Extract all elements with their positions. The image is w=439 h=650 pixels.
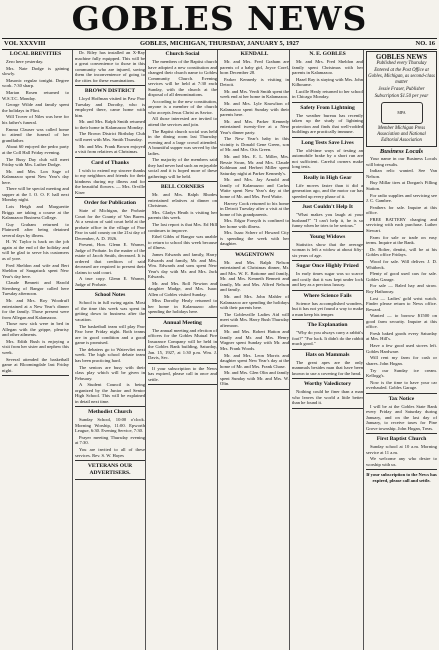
article-paragraph: Emma Clauser was called home to attend the funeral of her grandfather. (2, 126, 69, 143)
article-paragraph: Hazel Ray is staying with Mrs. John Kilbourne. (292, 76, 363, 88)
article-paragraph: Mr. and Mrs. Verdi Smith spent the week end at her home in Kalamazoo. (220, 88, 289, 100)
article-paragraph: Mr. and Mrs. Parker Kennedy entertained twenty-five at a New Year's dinner party. (220, 118, 289, 135)
section-heading: Annual Meeting (163, 319, 202, 326)
article-paragraph: Several attended the basketball game at Bloomingdale last Friday night. (2, 356, 69, 373)
article-paragraph: Mr. and Mrs. Fred Sheldon and family spent Christmas with her parents in Kalamazoo. (292, 59, 363, 75)
article-paragraph: Mrs. Gladys Heath is visiting her parents this week. (148, 209, 217, 221)
section-heading: VETERANS OUR ADVERTISERS. (87, 463, 133, 477)
publisher-box-title: GOBLES NEWS (375, 53, 428, 61)
article-paragraph: Guy Graham returned to Plainwell after being detained several days by illness. (2, 221, 69, 238)
section-divider (292, 349, 363, 350)
article-paragraph: Lloyd Hoffman visited in Paw Paw Tuesday and Dorothy, who is employed there, came home with him. (75, 96, 145, 118)
section-heading: Young Widows (309, 233, 346, 240)
section-heading: Card of Thanks (91, 159, 129, 166)
article-paragraph: State of Michigan, the Probate Court for the County of Van Buren. At a session of said court held at the probate office in the village of Paw Paw in said county on the 21st day of December, A. D. 1926. (75, 208, 145, 241)
article-paragraph: Dr. Riley has installed an X-Ray machine fully equipped. This will be a great convenience to those in this community who are injured, saving them the inconvenience of going to the cities for these examinations. (75, 50, 145, 83)
business-local-item: Have a few good used stoves left. Gobles Hardware. (366, 343, 437, 354)
section-divider (75, 460, 145, 461)
article-paragraph: A Student Council is being organized by the Junior and Senior High School. This will be explained in detail next time. (75, 382, 145, 404)
article-paragraph: School is in full swing again. Most of the time this week was spent in getting down to business after the vacation. (75, 300, 145, 322)
publisher-line: Jessie Fraser, Publisher (378, 87, 425, 92)
article-paragraph: Marian Rosen returned to W.S.T.C. Monday. (2, 90, 69, 101)
church-paragraph: Sunday school at 10 a.m. Morning service at 11 a.m. (366, 444, 437, 455)
article-paragraph: Mr. and Mrs. Frank Brown enjoyed a visit from relatives at Christmas. (75, 143, 145, 155)
article-paragraph: About 60 enjoyed the pedro party at the Coll Hall Friday evening. (2, 144, 69, 155)
article-paragraph: Those now sick were in bed in Allegan with the grippe, pleurisy and other ailments. (2, 321, 69, 338)
section-divider (148, 363, 217, 364)
volume-label: VOL XXXVIII (4, 40, 46, 47)
column-4 (217, 50, 289, 650)
dateline (2, 38, 437, 50)
article-paragraph: Will Trover of Niles was here for his father's funeral. (2, 114, 69, 125)
column-3 (145, 50, 217, 650)
article-paragraph: Lois Heigh and Marguerite Briggs are taking a course at the Kalamazoo Business College. (2, 204, 69, 221)
article-paragraph: A true copy. Glenn E. Warner, Judge of Probate. (75, 276, 145, 287)
article-paragraph: Mrs. Edith Bush is enjoying a visit from her sister and nephew this week. (2, 338, 69, 355)
article-paragraph: If your subscription to the News has expired, please call in once and settle. (148, 365, 217, 382)
section-divider (75, 289, 145, 290)
article-paragraph: Life moves faster than it did a generation ago, and the motor car has speeded up every phase of it. (292, 182, 363, 199)
article-paragraph: The annual meeting and election of officers for the Gobles Mutual Fire Insurance Company will be held in the Gobles Bank building, Saturday, Jan. 15, 1927, at 1:30 p.m. Wm. J. Davis, Sec. (148, 327, 217, 361)
business-local-item: Farm for sale or trade on easy terms. Inquire at the Bank. (366, 234, 437, 246)
publisher-line: Entered at the Post Office at Gobles, Michigan, as second-class matter (368, 68, 435, 85)
business-local-item: FREE BATTERY charging and servicing with each purchase. Luther Stewart. (366, 216, 437, 233)
member-line: Member Michigan Press Association and National Editorial Association (377, 126, 426, 143)
article-paragraph: Mr. and Mrs. Fred Graham are parents of a baby girl, Joyce Corel, born December 28. (220, 59, 289, 75)
column-5 (289, 50, 363, 650)
article-paragraph: Mr. and Mrs. Glen Olin and family spent Sunday with Mr. and Mrs. W. Olin. (220, 370, 289, 387)
article-paragraph: Claude Bennett and Harold Sternberg of Bangor called here Tuesday afternoon. (2, 280, 69, 297)
business-locals-heading: Business Locals (379, 148, 424, 155)
tax-notice-heading: Tax Notice (388, 395, 415, 402)
article-paragraph: Lucille Healy returned to her school in Chicago Monday. (292, 88, 363, 100)
business-local-item: Fresh baked goods every Saturday at Mrs. Hill's. (366, 330, 437, 342)
section-divider (292, 102, 363, 103)
section-divider (366, 393, 437, 394)
article-paragraph: Mr. and Mrs. Leon Morris and daughter spent New Year's day at the home of Mr. and Mrs. Frank Chase. (220, 352, 289, 369)
column-6 (363, 50, 437, 650)
business-local-item: Your name in our Business Locals will bring results. (366, 156, 437, 167)
section-heading: Where Science Fails (303, 292, 352, 299)
article-paragraph: Mr. and Mrs. Robert Hatton and family and Mr. and Mrs. Henry Wagner spent Sunday with Mr. and Mrs. Frank Woods. (220, 329, 289, 351)
article-paragraph: Mr. and Mrs. John Mahler of Kalamazoo are spending the holidays with their parents here. (220, 294, 289, 311)
business-local-item: Wanted — to borrow $1500 on good farm security. Inquire at this office. (366, 313, 437, 330)
article-paragraph: "What makes you laugh at your husband?" "I can't help it, he is so funny when he tries to be serious." (292, 212, 363, 229)
business-local-item: For radio supplies and servicing see J. C. Gambee. (366, 192, 437, 204)
article-paragraph: H. W. Taylor is back on the job again at the end of the holiday and will be glad to serve his customers as of yore. (2, 239, 69, 261)
article-paragraph: The last report is that Mrs. Ed Hill continues to improve. (148, 222, 217, 233)
article-paragraph: The Busy Day club will meet Friday with Mrs. Luther Dodge. (2, 156, 69, 167)
article-paragraph: Masonic regular tonight. Degree work. 7:30 sharp. (2, 77, 69, 89)
section-divider (366, 469, 437, 470)
article-paragraph: "Why do you always carry a rabbit's foot?" "For luck. It didn't do the rabbit much good." (292, 330, 363, 347)
business-local-item: Dr. Bolter, dentist, will be at his Gobles office Fridays. (366, 246, 437, 258)
article-paragraph: Ethel Gibbs of Bangor was unable to return to school this week because of illness. (148, 234, 217, 251)
section-heading: Long Tests Save Lives (301, 139, 354, 146)
column-2 (72, 50, 145, 650)
article-paragraph: Harvey Cook returned to his home in Detroit Tuesday after a visit at the home of his grandparents. (220, 200, 289, 217)
section-heading: Sugar Once Highly Prized (296, 263, 359, 270)
article-paragraph: There will be special meeting and supper at the I. O. O. F. hall next Monday night. (2, 186, 69, 203)
section-divider (292, 319, 363, 320)
article-paragraph: The Brown District Birthday Club will meet with Mrs. Smith Thursday. (75, 131, 145, 142)
tax-notice-paragraph: I will be at the Gobles State Bank every Friday and Saturday during January, and on the last day of January, to receive taxes for Pine Grove township. John Hogan, Treas. (366, 403, 437, 431)
article-paragraph: Zero here yesterday. (6, 59, 44, 64)
article-paragraph: Mr. and Mrs. Lon Sage of Kalamazoo spent New Year's day here. (2, 168, 69, 185)
section-heading: WAGENTOWN (235, 251, 274, 258)
section-divider (148, 317, 217, 318)
section-heading: Order for Publication (84, 200, 136, 207)
article-paragraph: Mr. and Mrs. Ralph Rhodes entertained relatives at dinner on Christmas. (148, 192, 217, 209)
article-paragraph: George Wilde and family spent the holidays in Flint. (2, 102, 69, 113)
article-paragraph: The majority of the members said they had never had such an enjoyable social and it is hoped more of these gatherings will be held. (148, 157, 217, 179)
section-divider (292, 260, 363, 261)
section-divider (292, 172, 363, 173)
article-paragraph: Statistics show that the average woman is left a widow at about fifty-six years of age. (292, 241, 363, 258)
article-paragraph: I wish to extend my sincere thanks to my neighbors and friends for their kindness during my illness and for the beautiful flowers. — Mrs. Orville Kiser (75, 167, 145, 195)
article-paragraph: Sunday School, 10:00 o'clock. Morning Worship, 11:00. Epworth League, 6:30. Evening Service, 7:30. (75, 417, 145, 434)
section-divider (220, 389, 289, 390)
article-paragraph: Prayer meeting Thursday evening at 7:30. (75, 434, 145, 446)
section-heading: Church Social (165, 51, 200, 57)
article-paragraph: The weather bureau has recently taken up the study of lightning protection and finds that well-rodded buildings are practically immune. (292, 112, 363, 135)
section-heading: Methodist Church (88, 409, 132, 416)
section-divider (75, 197, 145, 198)
section-divider (220, 249, 289, 250)
section-heading: Really in High Gear (303, 174, 352, 181)
article-paragraph: The old-time ways of testing an automobile brake by a short run are not sufficient. Careful owners make long tests. (292, 147, 363, 170)
article-paragraph: Mr. and Mrs. Roy Woodruff entertained at a New Year's dinner for the family. Those present were from Allegan and Kalamazoo. (2, 298, 69, 320)
section-divider (292, 137, 363, 138)
article-paragraph: The seniors are busy with their class play which will be given in February. (75, 364, 145, 381)
section-heading: LOCAL BREVITIES (9, 51, 62, 57)
publisher-box (366, 51, 437, 147)
article-paragraph: Miss Dorothy Healy returned to her home in Kalamazoo after spending the holidays here. (148, 298, 217, 315)
section-divider (292, 290, 363, 291)
section-divider (75, 406, 145, 407)
section-divider (292, 231, 363, 232)
business-local-item: Wood for sale. Will deliver. J. D. Whitbeck. (366, 259, 437, 270)
article-paragraph: Mrs. Edgar Forsyth is confined to her home with illness. (220, 218, 289, 229)
article-paragraph: The Baptist church social was held in the dining room last Thursday evening and a large crowd attended. A bountiful supper was served by the ladies. (148, 128, 217, 156)
section-divider (2, 375, 69, 376)
article-paragraph: The New Year's baby in this vicinity is Donald Gene Green, son of Mr. and Mrs. Otis Green. (220, 136, 289, 153)
masthead (0, 0, 439, 38)
article-paragraph: Nothing could be finer than a man who leaves the world a little better than he found it. (292, 389, 363, 406)
article-paragraph: James Edwards and family, Harry Edwards and family, Mr. and Mrs. Wm. Edwards and sons spent New Year's day with Mr. and Mrs. Jack Edwards. (148, 252, 217, 279)
publisher-line: Published every Thursday (376, 61, 427, 66)
press-association-emblem-icon: MPA (381, 102, 423, 124)
article-paragraph: Mr. and Mrs. Jay Arnold and family of Kalamazoo and Carlos Waite spent New Year's day at the home of Mr. and Mrs. Fred Waite. (220, 177, 289, 199)
article-paragraph: In early times sugar was so scarce and costly that it was kept under lock and key as a precious luxury. (292, 271, 363, 288)
section-divider (75, 479, 145, 480)
section-heading: BELL CORNERS (160, 184, 205, 191)
article-paragraph: According to the new constitution, anyone is a member of the church who accepts Jesus Christ as Savior. (148, 98, 217, 115)
business-local-item: Lost — Ladies' gold wrist watch. Finder please return to News office. Reward. (366, 295, 437, 312)
article-paragraph: Science has accomplished wonders, but it has not yet found a way to make a man keep his temper. (292, 300, 363, 317)
article-paragraph: Mr. and Mrs. E. L. Miller, Mrs. Bessie Swan, Mr. and Mrs. Claude Kohlman and Herbert Miller spent Saturday night at Parker Kennedy's. (220, 154, 289, 176)
business-local-item: For sale — Baled hay and straw. Roy Hathaway. (366, 283, 437, 294)
section-heading: Hats on Mammals (305, 351, 350, 358)
article-paragraph: Mr. and Mrs. Ralph Nelson entertained at Christmas dinner, Mr. and Mrs. W. E. Bottome and family, Mr. and Mrs. Kenneth Bennett and family, Mr. and Mrs. Alfred Nelson and family. (220, 259, 289, 293)
section-divider (366, 433, 437, 434)
business-local-item: Now is the time to have your car overhauled. Gobles Garage. (366, 379, 437, 391)
article-paragraph: Mrs. Isaac Scherr of Howard City is spending the week with her daughter. (220, 230, 289, 247)
article-paragraph: Mr. and Mrs. Roll Newton and daughter Madge, and Mrs. Isaac Allen of Gobles visited Sunday. (148, 280, 217, 297)
article-paragraph: The debaters go to Watervliet next week. The high school debate team has been practicing hard. (75, 346, 145, 363)
article-paragraph: Fred Sheldon and wife and Bert Sheldon of Saugatuck spent New Year's day here. (2, 262, 69, 279)
article-paragraph: The members of the Baptist church have adopted a new constitution and changed their church name to Gobles Community Church. Evening services will be held at 7:30 each Sunday, with the church at the disposal of all denominations. (148, 59, 217, 97)
business-local-item: Will rent my farm for cash or shares. John Hogan. (366, 355, 437, 366)
article-paragraph: The basketball team will play Paw Paw here Friday night. Both teams are in good condition and a good game is promised. (75, 323, 145, 346)
church-paragraph: We welcome any who desire to worship with us. (366, 456, 437, 467)
section-divider (292, 378, 363, 379)
article-paragraph: Present, Hon. Glenn E. Warner, Judge of Probate. In the matter of the estate of Jacob Smith, deceased. It is ordered that creditors of said deceased are required to present their claims to said court. (75, 242, 145, 275)
church-heading: First Baptist Church (376, 436, 427, 443)
article-paragraph: Mr. and Mrs. Ralph Smith returned to their home in Kalamazoo Monday. (75, 119, 145, 130)
publisher-line: Subscription $1.50 per year (374, 94, 429, 99)
section-divider (148, 384, 217, 385)
section-divider (75, 85, 145, 86)
article-paragraph: The Goblesville Ladies Aid will meet with Mrs. Harry Bush Thursday afternoon. (220, 311, 289, 328)
issue-number: NO. 16 (415, 40, 435, 47)
section-divider (292, 408, 363, 409)
article-paragraph: Parker Kennedy is visiting in Detroit. (220, 76, 289, 88)
section-heading: BROWN DISTRICT (84, 88, 136, 94)
article-paragraph: Mrs. Nate Dodge is gaining slowly. (2, 65, 69, 77)
article-paragraph: The great apes are the only mammals besides man that have been known to use a covering for the head. (292, 359, 363, 376)
section-heading: The Explanation (307, 322, 348, 329)
business-local-item: Feathers for sale. Inquire at this office. (366, 204, 437, 216)
section-divider (292, 201, 363, 202)
article-paragraph: All those interested are invited to attend the services and join. (148, 116, 217, 127)
section-heading: N. E. GOBLES (309, 51, 346, 57)
business-local-item: Buy Millar tires at Dorgan's Filling Station. (366, 180, 437, 191)
business-local-item: Indian relic wanted. See Van Nelson. (366, 168, 437, 179)
section-heading: School Notes (94, 292, 126, 299)
section-heading: Just Couldn't Help It (302, 204, 353, 211)
article-paragraph: You are invited to all of these services. Rev. S. W. Hayes (75, 447, 145, 458)
section-heading: KENDALL (240, 51, 269, 57)
business-local-item: Try our Sunday ice cream. Kellogg's. (366, 367, 437, 378)
subscription-footer-note: If your subscription to the News has expired, please call and settle. (366, 472, 437, 483)
section-divider (148, 181, 217, 182)
section-divider (75, 157, 145, 158)
place-date: GOBLES, MICHIGAN, THURSDAY, JANUARY 5, 1927 (139, 40, 300, 47)
columns-area (2, 50, 437, 650)
column-1 (2, 50, 69, 650)
business-local-item: Plenty of good used cars for sale. Gobles Garage. (366, 271, 437, 282)
newspaper-title: GOBLES NEWS (71, 0, 368, 38)
article-paragraph: Mr. and Mrs. Lyle Knowlton of Kalamazoo spent Sunday with their parents here. (220, 101, 289, 118)
section-heading: Worthy Valedictory (303, 381, 352, 388)
section-heading: Safety From Lightning (300, 104, 355, 111)
